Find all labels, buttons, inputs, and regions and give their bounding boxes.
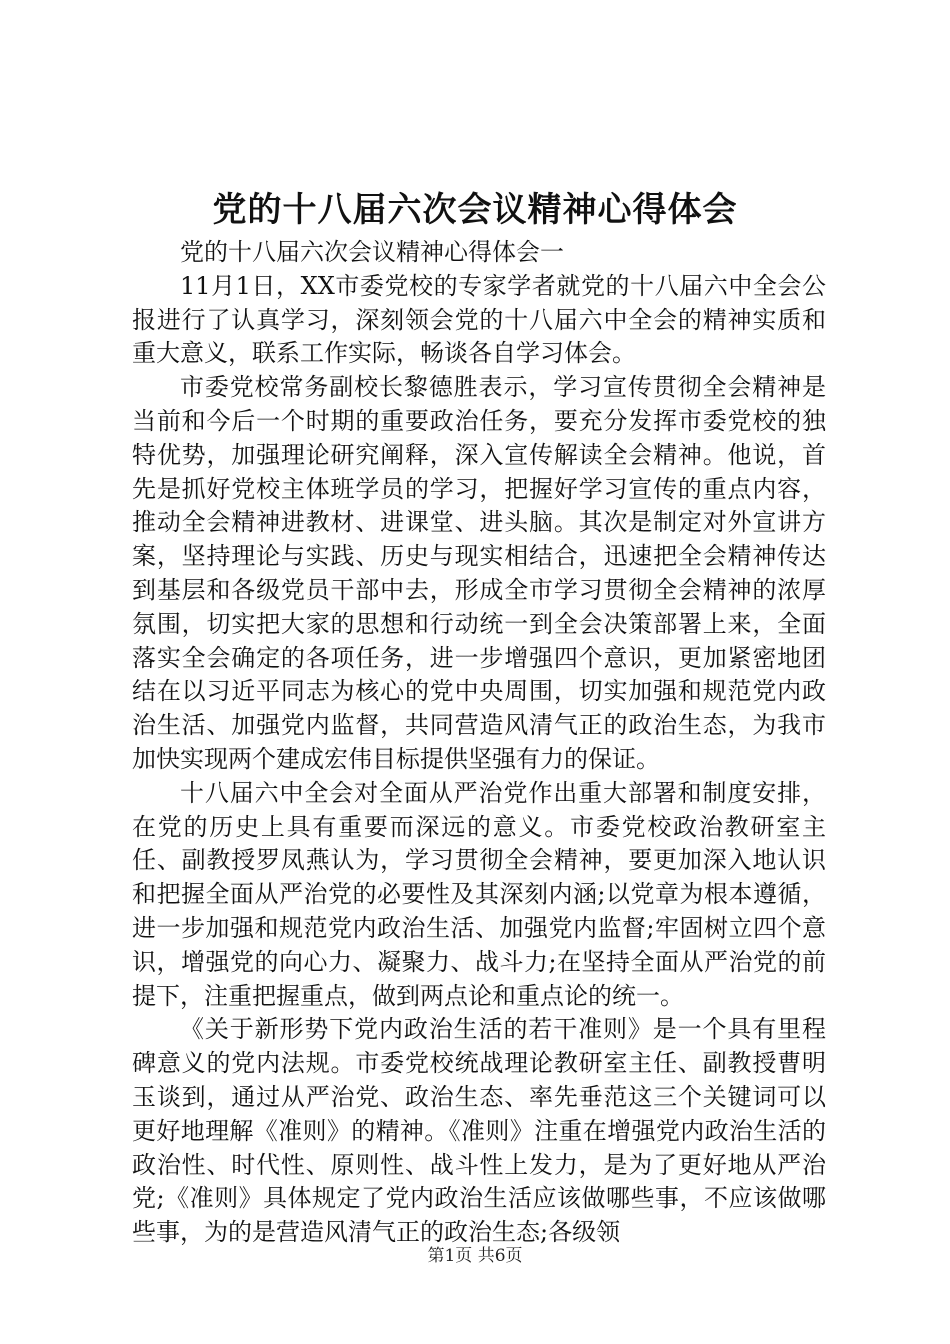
paragraph: 11月1日，XX市委党校的专家学者就党的十八届六中全会公报进行了认真学习，深刻领会党的十八届六中全会的精神实质和重大意义，联系工作实际，畅谈各自学习体会。 (132, 271, 826, 368)
paragraph: 《关于新形势下党内政治生活的若干准则》是一个具有里程碑意义的党内法规。市委党校统战理论教研室主任、副教授曹明玉谈到，通过从严治党、政治生态、率先垂范这三个关键词可以更好地理解《准则》的精神。《准则》注重在增强党内政治生活的政治性、时代性、原则性、战斗性上发力，是为了更好地从严治党;《准则》具体规定了党内政治生活应该做哪些事，不应该做哪些事，为的是营造风清气正的政治生态;各级领 (132, 1015, 826, 1247)
page-footer: 第1页 共6页 (427, 1246, 523, 1266)
paragraph: 十八届六中全会对全面从严治党作出重大部署和制度安排，在党的历史上具有重要而深远的意义。市委党校政治教研室主任、副教授罗凤燕认为，学习贯彻全会精神，要更加深入地认识和把握全面从严治党的必要性及其深刻内涵;以党章为根本遵循，进一步加强和规范党内政治生活、加强党内监督;牢固树立四个意识，增强党的向心力、凝聚力、战斗力;在坚持全面从严治党的前提下，注重把握重点，做到两点论和重点论的统一。 (132, 778, 826, 1010)
document-title: 党的十八届六次会议精神心得体会 (212, 190, 738, 230)
paragraph: 市委党校常务副校长黎德胜表示，学习宣传贯彻全会精神是当前和今后一个时期的重要政治任务，要充分发挥市委党校的独特优势，加强理论研究阐释，深入宣传解读全会精神。他说，首先是抓好党校主体班学员的学习，把握好学习宣传的重点内容，推动全会精神进教材、进课堂、进头脑。其次是制定对外宣讲方案，坚持理论与实践、历史与现实相结合，迅速把全会精神传达到基层和各级党员干部中去，形成全市学习贯彻全会精神的浓厚氛围，切实把大家的思想和行动统一到全会决策部署上来，全面落实全会确定的各项任务，进一步增强四个意识，更加紧密地团结在以习近平同志为核心的党中央周围，切实加强和规范党内政治生活、加强党内监督，共同营造风清气正的政治生态，为我市加快实现两个建成宏伟目标提供坚强有力的保证。 (132, 373, 826, 773)
paragraph-subtitle: 党的十八届六次会议精神心得体会一 (180, 238, 564, 266)
document-body (132, 236, 826, 1250)
